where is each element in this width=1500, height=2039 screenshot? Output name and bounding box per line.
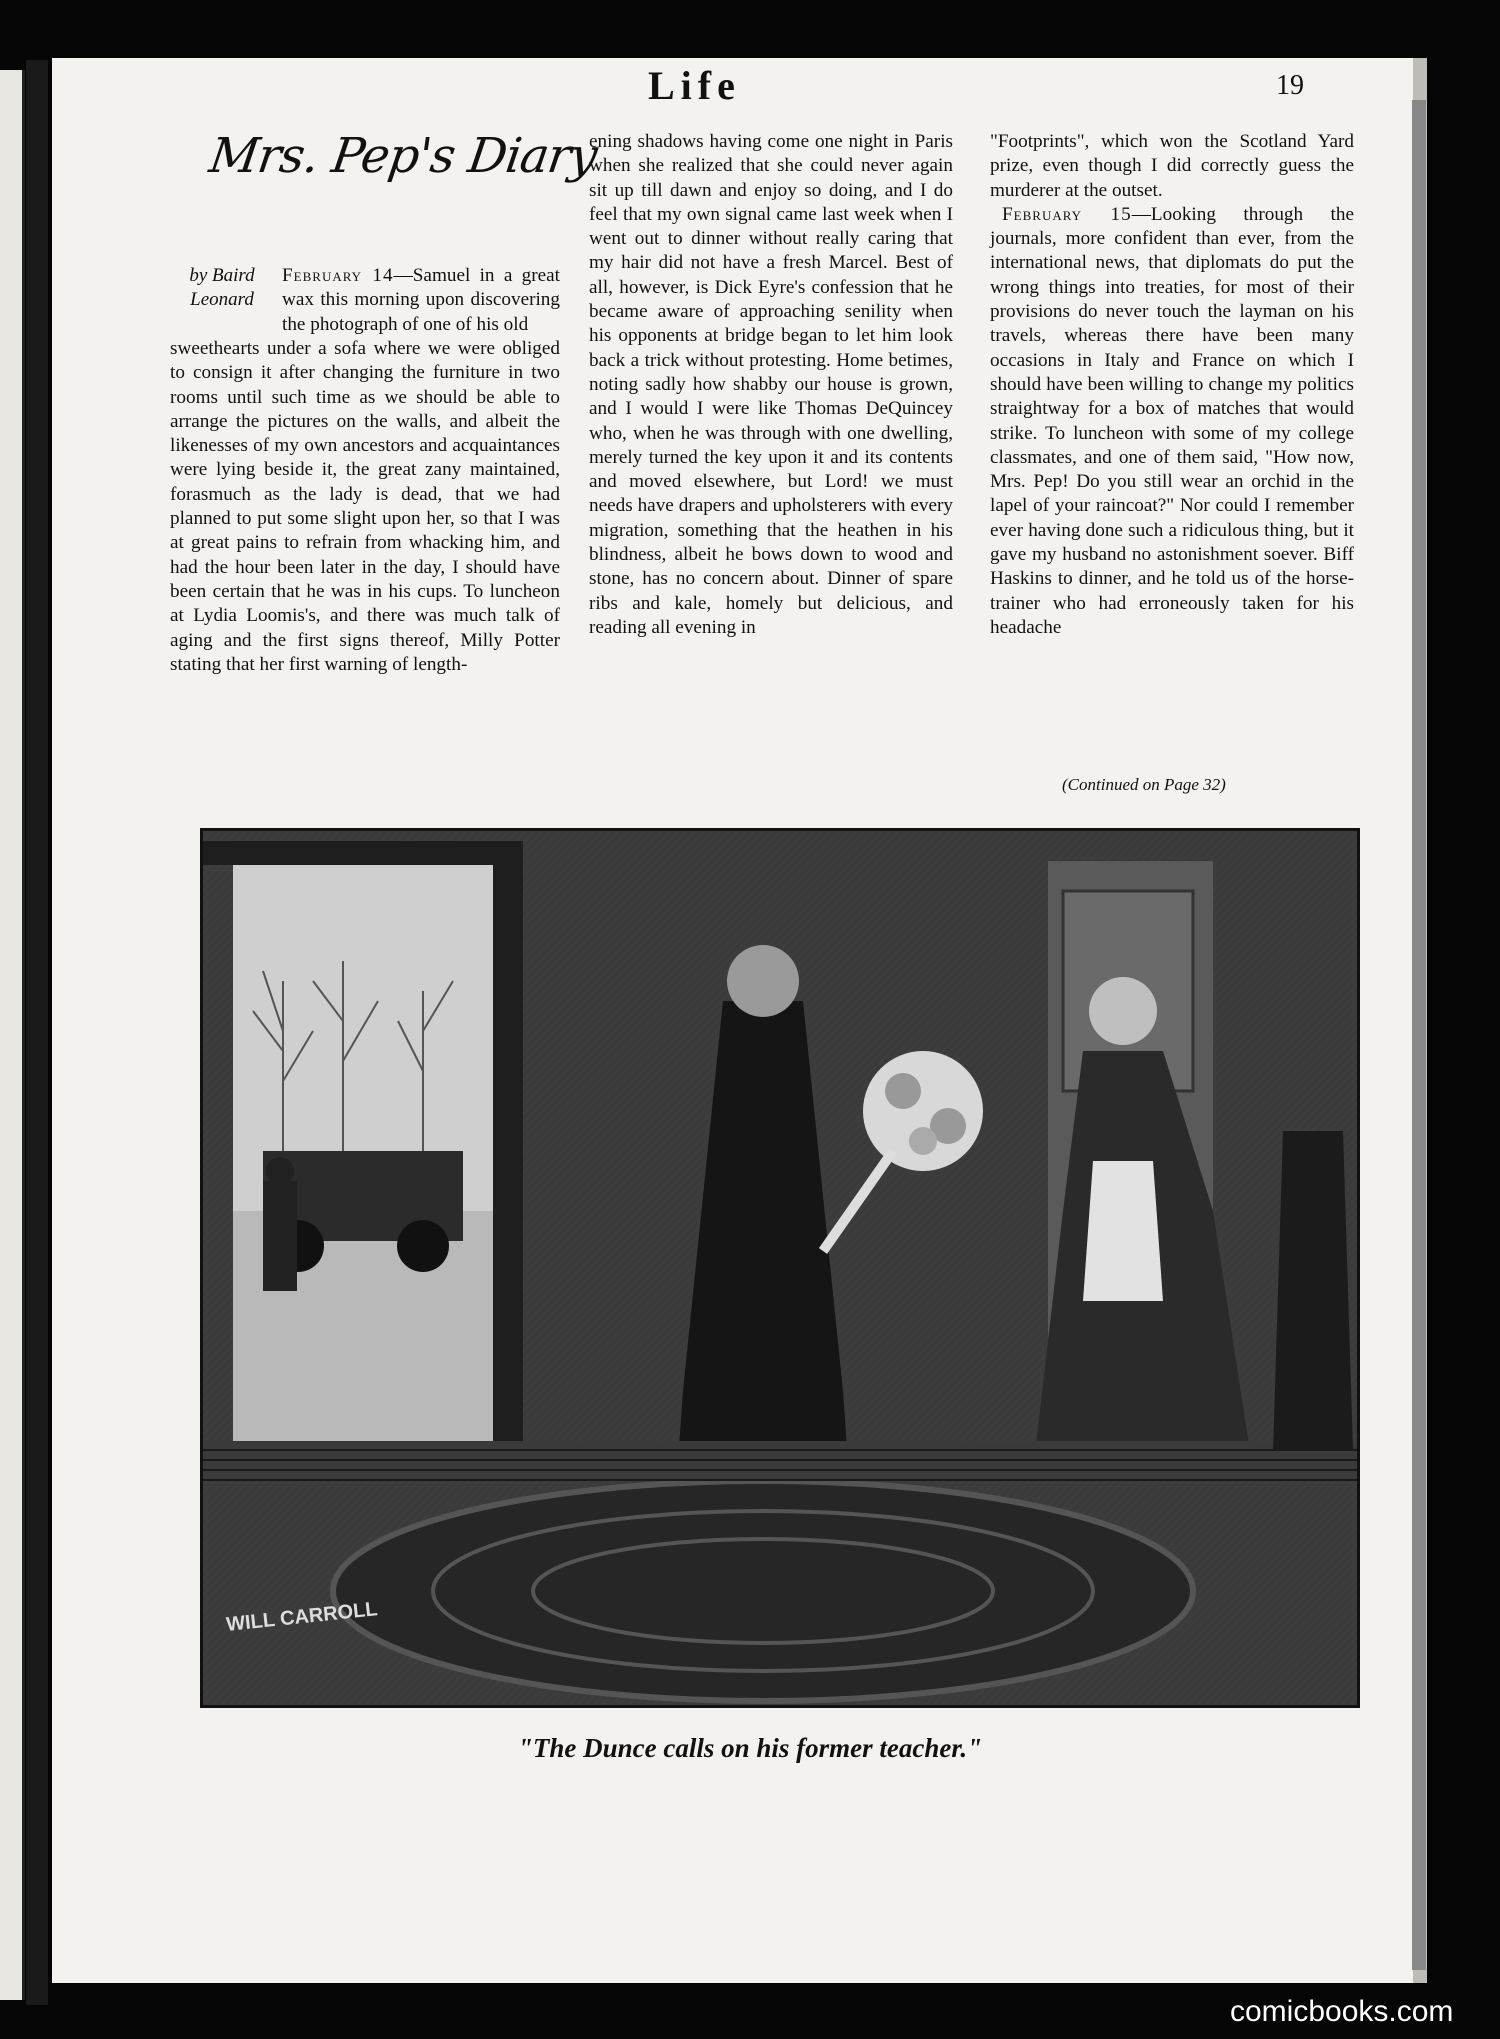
chair: [1273, 1131, 1353, 1451]
illustration-drawing: [203, 831, 1357, 1705]
column-1-body: sweethearts under a sofa where we were obliged to consign it after changing the furniture in two rooms until such time as we should be able to arrange the pictures on the walls, and albeit the likenesses of my own ancestors and acquaintances were lying beside it, the great zany maintained, forasmuch as the lady is dead, that we had planned to put some slight upon her, so that I was at great pains to refrain from whacking him, and had the hour been later in the day, I should have been certain that he was in his cups. To luncheon at Lydia Loomis's, and there was much talk of aging and the first signs thereof, Milly Potter stating that her first warning of length-: [170, 338, 560, 675]
boy-figure: [263, 1181, 297, 1291]
column-3: [990, 130, 1354, 640]
entry-text: —Looking through the journals, more confident than ever, from the international news, that diplomats do put the wrong things into treaties, for most of their provisions do never touch the layman on his travels, whereas there have been many occasions in Italy and France on which I should have been willing to change my politics straightway for a box of matches that would strike. To luncheon with some of my college classmates, and one of them said, "How now, Mrs. Pep! Do you still wear an orchid in the lapel of your raincoat?" Nor could I remember ever having done such a ridiculous thing, but it gave my husband no astonishment soever. Biff Haskins to dinner, and he told us of the horse-trainer who had erroneously taken for his headache: [990, 203, 1354, 638]
watermark: comicbooks.com: [1230, 1995, 1454, 2028]
column-3-opening: "Footprints", which won the Scotland Yard prize, even though I did correctly guess the murderer at the outset.: [990, 131, 1354, 201]
page-number: 19: [1276, 70, 1304, 101]
illustration: [200, 828, 1360, 1708]
entry-date: February 15: [1002, 203, 1132, 225]
masthead: Life: [648, 63, 741, 108]
entry-text: —Samuel in a great wax this morning upon discovering the photograph of one of his old: [282, 265, 560, 335]
column-1-intro: [282, 264, 560, 337]
binding-strip: [0, 70, 25, 2000]
illustration-caption: "The Dunce calls on his former teacher.": [517, 1733, 983, 1763]
article-byline: by Baird Leonard: [189, 265, 255, 310]
column-2-body: ening shadows having come one night in Paris when she realized that she could never again sit up till dawn and enjoy so doing, and I do feel that my own signal came last week when I went out to dinner without really caring that my hair did not have a fresh Marcel. Best of all, however, is Dick Eyre's confession that he became aware of approaching senility when his opponents at bridge began to let him look back a trick without protesting. Home betimes, noting sadly how shabby our house is grown, and I would I were like Thomas DeQuincey who, when he was through with one dwelling, merely turned the key upon it and its contents and moved elsewhere, but Lord! we must needs have drapers and upholsterers with every migration, something that the heathen in his blindness, albeit he bows down to wood and stone, has no concern about. Dinner of spare ribs and kale, homely but delicious, and reading all evening in: [589, 131, 953, 638]
article-title: Mrs. Pep's Diary: [206, 128, 601, 184]
braided-rug: [333, 1481, 1193, 1701]
continued-note: (Continued on Page 32): [1062, 775, 1226, 794]
entry-date: February 14: [282, 265, 394, 286]
page-shadow: [1412, 100, 1426, 1970]
artist-signature: WILL CARROLL: [225, 1598, 379, 1636]
adjacent-page-edge: [26, 60, 48, 2005]
